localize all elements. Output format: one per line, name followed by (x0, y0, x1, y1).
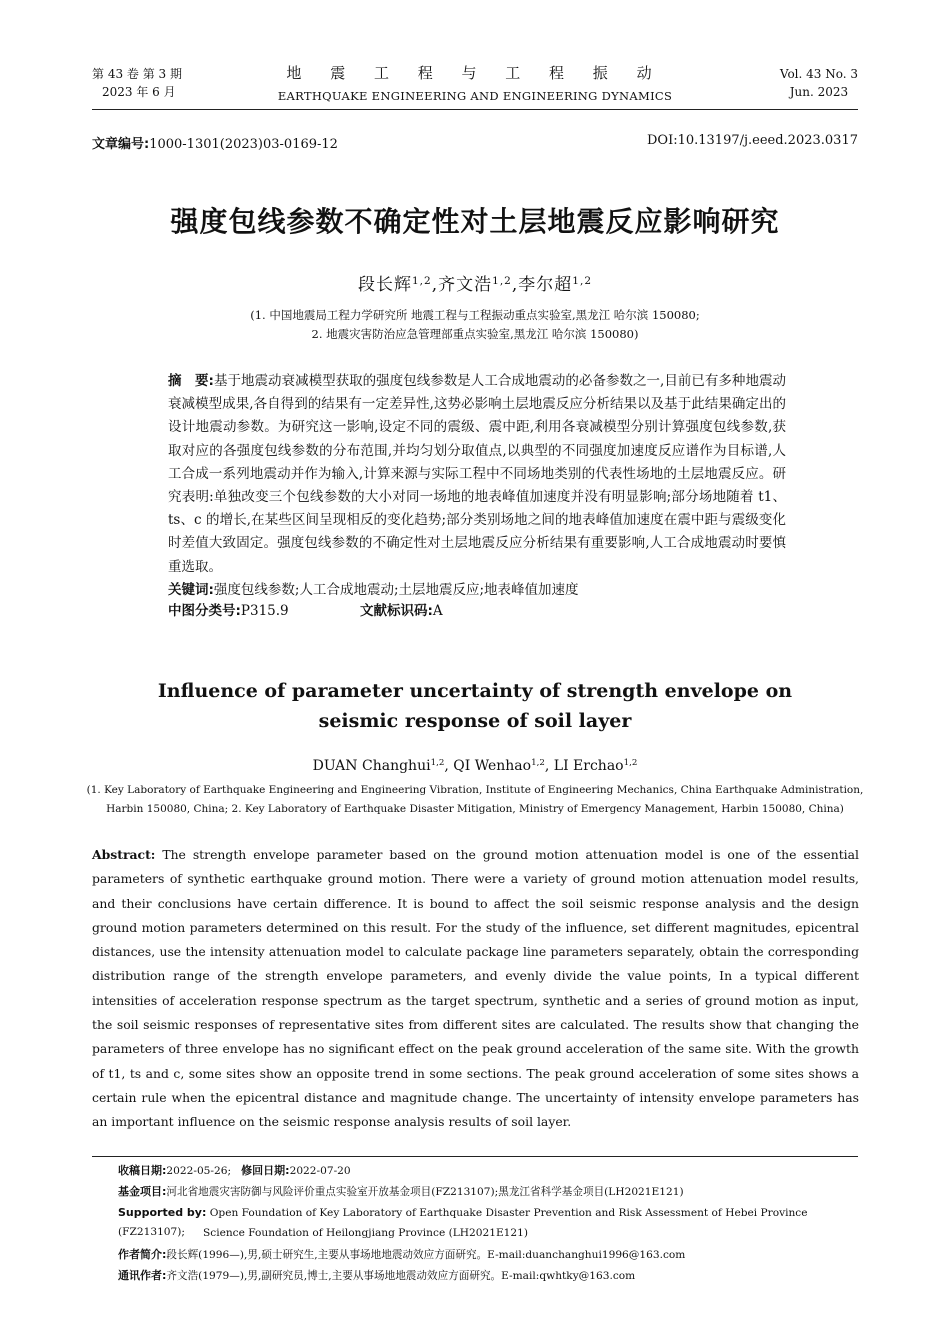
journal-name-en: EARTHQUAKE ENGINEERING AND ENGINEERING DYNAMICS (277, 89, 673, 103)
title-en-line-2: seismic response of soil layer (318, 710, 632, 732)
affiliation-en-1: (1. Key Laboratory of Earthquake Engineering and Engineering Vibration, Institute of Engineering Mechanics, China Earthquake Administration, (86, 784, 864, 796)
revised-label: 修回日期: (241, 1164, 290, 1177)
author-cn-1: 段长辉 (357, 275, 412, 295)
abstract-cn-label: 摘 要: (168, 373, 214, 389)
header-issue-en (780, 65, 858, 101)
author-cn-1-affil: 1,2 (411, 275, 432, 288)
title-en-line-1: Influence of parameter uncertainty of strength envelope on (157, 680, 793, 702)
header-rule (92, 109, 858, 110)
abstract-en-label: Abstract: (92, 847, 156, 862)
header-date-cn: 2023 年 6 月 (102, 85, 176, 99)
received-label: 收稿日期: (118, 1164, 167, 1177)
article-number (92, 133, 338, 152)
authors-cn: 段长辉$^{1,2}$,齐文浩$^{1,2}$,李尔超$^{1,2}$ (357, 275, 593, 295)
author-en-3-affil: 1,2 (623, 758, 638, 769)
author-cn-3-affil: 1,2 (572, 275, 593, 288)
keywords-cn-text: 强度包线参数;人工合成地震动;土层地震反应;地表峰值加速度 (213, 582, 579, 598)
abstract-cn (168, 370, 786, 579)
footnote-author (118, 1245, 863, 1265)
keywords-cn (168, 580, 579, 601)
authors-en: DUAN Changhui$^{1,2}$, QI Wenhao$^{1,2}$, LI Erchao$^{1,2}$ (312, 758, 638, 774)
affiliation-cn-1: (1. 中国地震局工程力学研究所 地震工程与工程振动重点实验室,黑龙江 哈尔滨 150080; (250, 308, 700, 322)
author-bio-text: 段长辉(1996—),男,硕士研究生,主要从事场地地震动效应方面研究。E-mail:duanchanghui1996@163.com (166, 1249, 686, 1261)
fund-text: 河北省地震灾害防御与风险评价重点实验室开放基金项目(FZ213107);黑龙江省科学基金项目(LH2021E121) (166, 1186, 684, 1198)
supported-text-1: Open Foundation of Key Laboratory of Earthquake Disaster Prevention and Risk Assessment of Hebei Province (FZ213107); (118, 1207, 808, 1238)
revised-date: 2022-07-20 (289, 1165, 351, 1177)
header-date-en: Jun. 2023 (789, 85, 849, 99)
doc-code-value: A (432, 603, 443, 619)
author-cn-3: 李尔超 (518, 275, 573, 295)
author-en-1-affil: 1,2 (430, 758, 445, 769)
title-cn: 强度包线参数不确定性对土层地震反应影响研究 (170, 205, 780, 238)
author-bio-label: 作者简介: (118, 1248, 167, 1261)
header-volume-cn: 第 43 卷 第 3 期 (92, 67, 182, 81)
footnote-dates (118, 1161, 863, 1181)
article-number-value: 1000-1301(2023)03-0169-12 (149, 137, 338, 152)
footnote-fund (118, 1182, 863, 1202)
affiliation-cn-2: 2. 地震灾害防治应急管理部重点实验室,黑龙江 哈尔滨 150080) (311, 327, 639, 341)
abstract-en (92, 843, 859, 1135)
fund-label: 基金项目: (118, 1185, 167, 1198)
corresponding-text: 齐文浩(1979—),男,副研究员,博士,主要从事场地地震动效应方面研究。E-mail:qwhtky@163.com (166, 1270, 636, 1282)
author-cn-2: 齐文浩 (438, 275, 493, 295)
abstract-en-text: The strength envelope parameter based on the ground motion attenuation model is one of the essential parameters of synthetic earthquake ground motion. There were a variety of ground motion attenuation model results, and their conclusions have certain difference. It is bound to affect the soil seismic response analysis and the design ground motion parameters determined on this result. For the study of the influence, set different magnitudes, epicentral distances, use the intensity attenuation model to calculate package line parameters separately, obtain the corresponding distribution range of the strength envelope parameters, and evenly divide the value points, In a typical different intensities of acceleration response spectrum as the target spectrum, synthetic and a series of ground motion as input, the soil seismic responses of representative sites from different sites are calculated. The results show that changing the parameters of three envelope has no significant effect on the peak ground acceleration of the same site. With the growth of t1, ts and c, some sites show an opposite trend in some sections. The peak ground acceleration of some sites shows a certain rule when the epicentral distance and magnitude change. The uncertainty of intensity envelope parameters has an important influence on the seismic response analysis results of soil layer. (92, 847, 859, 1130)
author-en-2: QI Wenhao (453, 758, 532, 774)
title-en (0, 676, 950, 736)
document-code (360, 601, 443, 622)
clc-value: P315.9 (240, 603, 289, 619)
clc-number (168, 601, 289, 622)
received-date: 2022-05-26; (166, 1165, 232, 1177)
affiliation-en-2: Harbin 150080, China; 2. Key Laboratory of Earthquake Disaster Mitigation, Ministry of Emergency Management, Harbin 150080, China) (106, 803, 844, 815)
abstract-cn-text: 基于地震动衰减模型获取的强度包线参数是人工合成地震动的必备参数之一,目前已有多种地震动衰减模型成果,各自得到的结果有一定差异性,这势必影响土层地震反应分析结果以及基于此结果确定出的设计地震动参数。为研究这一影响,设定不同的震级、震中距,利用各衰减模型分别计算强度包线参数,获取对应的各强度包线参数的分布范围,并均匀划分取值点,以典型的不同强度加速度反应谱作为目标谱,人工合成一系列地震动并作为输入,计算来源与实际工程中不同场地类别的代表性场地的土层地震反应。研究表明:单独改变三个包线参数的大小对同一场地的地表峰值加速度并没有明显影响;部分场地随着 t1、ts、c 的增长,在某些区间呈现相反的变化趋势;部分类别场地之间的地表峰值加速度在震中距与震级变化时差值大致固定。强度包线参数的不确定性对土层地震反应分析结果有重要影响,人工合成地震动时要慎重选取。 (168, 373, 786, 575)
footnote-supported-2: Science Foundation of Heilongjiang Province (LH2021E121) (203, 1227, 529, 1239)
keywords-cn-label: 关键词: (168, 582, 214, 598)
corresponding-label: 通讯作者: (118, 1269, 167, 1282)
journal-name-cn: 地 震 工 程 与 工 程 振 动 (286, 64, 664, 82)
clc-label: 中图分类号: (168, 603, 241, 619)
author-en-1: DUAN Changhui (312, 758, 431, 774)
article-number-label: 文章编号: (92, 137, 150, 152)
supported-label: Supported by: (118, 1206, 207, 1219)
doi: DOI:10.13197/j.eeed.2023.0317 (646, 133, 858, 148)
author-en-3: LI Erchao (553, 758, 624, 774)
author-en-2-affil: 1,2 (531, 758, 545, 769)
affiliations-cn (0, 306, 950, 344)
header-volume-en: Vol. 43 No. 3 (779, 67, 858, 81)
author-cn-2-affil: 1,2 (492, 275, 512, 288)
doc-code-label: 文献标识码: (360, 603, 433, 619)
footnote-corresponding (118, 1266, 863, 1286)
affiliations-en (0, 781, 950, 819)
footnote-rule (92, 1156, 858, 1157)
